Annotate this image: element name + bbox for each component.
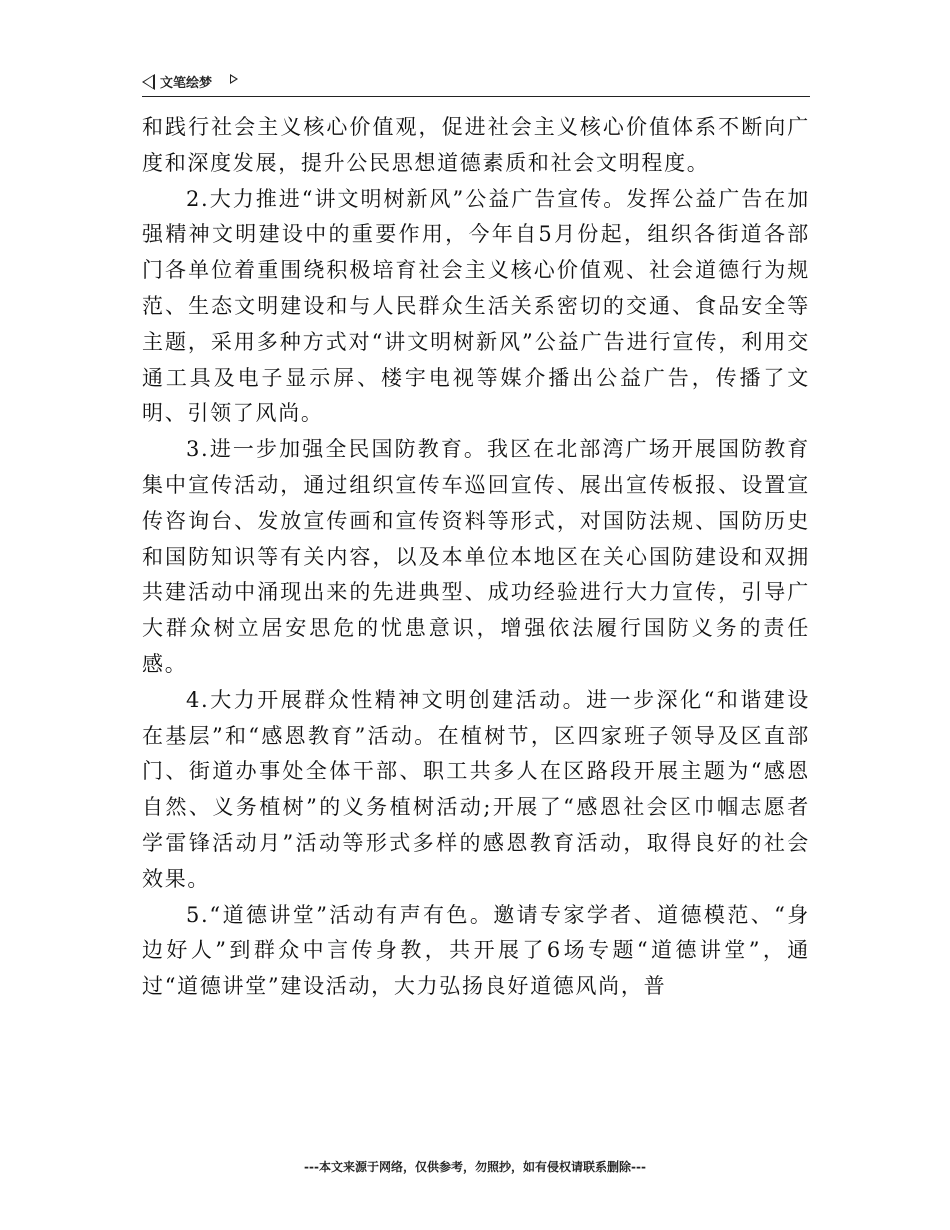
paragraph-continued: 和践行社会主义核心价值观，促进社会主义核心价值体系不断向广度和深度发展，提升公民思想道德素质和社会文明程度。: [142, 115, 810, 175]
header-title: 文笔绘梦: [160, 76, 213, 91]
document-body: [142, 110, 810, 1005]
paragraph-item-4: 4.大力开展群众性精神文明创建活动。进一步深化“和谐建设在基层”和“感恩教育”活动。在植树节，区四家班子领导及区直部门、街道办事处全体干部、职工共多人在区路段开展主题为“感恩自然、义务植树”的义务植树活动;开展了“感恩社会区巾帼志愿者学雷锋活动月”活动等形式多样的感恩教育活动，取得良好的社会效果。: [142, 687, 810, 891]
paragraph-item-5: 5.“道德讲堂”活动有声有色。邀请专家学者、道德模范、“身边好人”到群众中言传身教，共开展了6场专题“道德讲堂”，通过“道德讲堂”建设活动，大力弘扬良好道德风尚，普: [142, 902, 810, 999]
triangle-left-icon: [142, 74, 155, 90]
paragraph-item-2: 2.大力推进“讲文明树新风”公益广告宣传。发挥公益广告在加强精神文明建设中的重要作用，今年自5月份起，组织各街道各部门各单位着重围绕积极培育社会主义核心价值观、社会道德行为规范、生态文明建设和与人民群众生活关系密切的交通、食品安全等主题，采用多种方式对“讲文明树新风”公益广告进行宣传，利用交通工具及电子显示屏、楼宇电视等媒介播出公益广告，传播了文明、引领了风尚。: [142, 186, 810, 426]
footer-disclaimer: ---本文来源于网络，仅供参考，勿照抄，如有侵权请联系删除---: [304, 1160, 646, 1174]
triangle-right-icon: [230, 74, 238, 84]
paragraph-item-3: 3.进一步加强全民国防教育。我区在北部湾广场开展国防教育集中宣传活动，通过组织宣传车巡回宣传、展出宣传板报、设置宣传咨询台、发放宣传画和宣传资料等形式，对国防法规、国防历史和国防知识等有关内容，以及本单位本地区在关心国防建设和双拥共建活动中涌现出来的先进典型、成功经验进行大力宣传，引导广大群众树立居安思危的忧患意识，增强依法履行国防义务的责任感。: [142, 437, 810, 676]
page-header: [142, 70, 810, 97]
